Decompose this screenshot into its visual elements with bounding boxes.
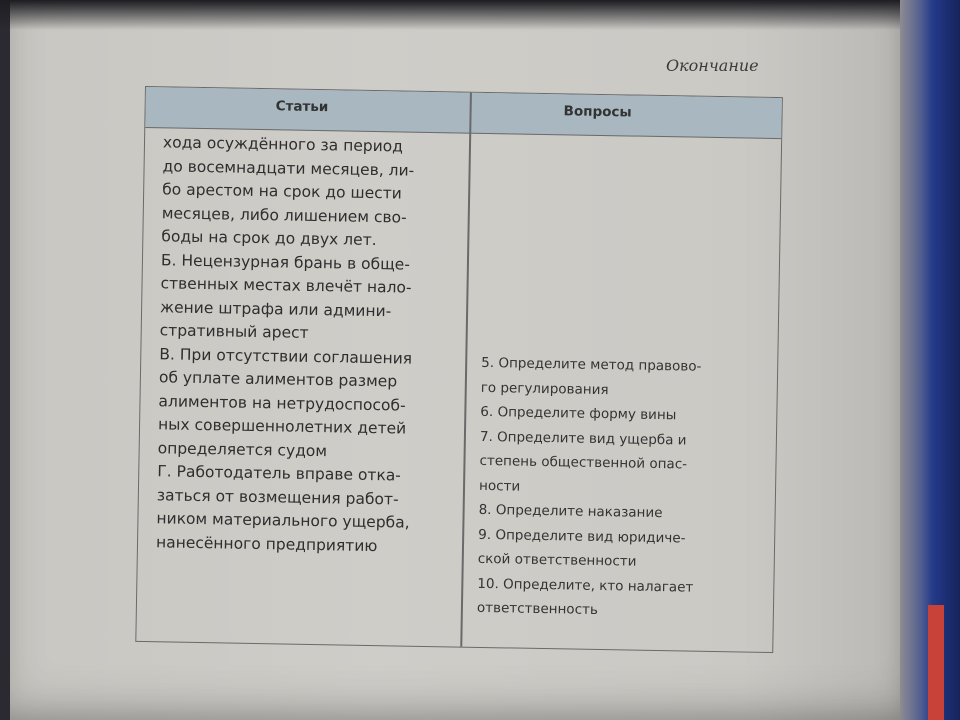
question-line: 8. Определите наказание (478, 501, 663, 522)
article-line: хода осуждённого за период (162, 133, 404, 156)
article-line: определяется судом (157, 438, 328, 460)
binding-red-strip (928, 605, 944, 720)
article-line: стративный арест (159, 321, 309, 342)
table-header (145, 87, 782, 139)
question-line: ской ответственности (477, 550, 637, 570)
question-line: го регулирования (480, 379, 609, 398)
articles-column (156, 131, 463, 559)
header-articles: Статьи (275, 98, 329, 116)
exercise-table (135, 86, 783, 653)
question-line: 9. Определите вид юридиче- (478, 526, 686, 547)
question-line: 7. Определите вид ущерба и (479, 428, 687, 449)
article-line: заться от возмещения работ- (156, 485, 399, 508)
article-line: об уплате алиментов размер (158, 368, 398, 391)
question-line: 10. Определите, кто налагает (477, 575, 694, 596)
questions-column (477, 351, 778, 626)
article-line: до восемнадцати месяцев, ли- (162, 156, 415, 180)
article-line: ником материального ущерба, (156, 509, 410, 532)
article-line: ственных местах влечёт нало- (160, 274, 412, 297)
article-line: нанесённого предприятию (155, 532, 378, 555)
header-questions: Вопросы (563, 103, 632, 121)
question-line: ответственность (476, 599, 599, 618)
article-line: Г. Работодатель вправе отка- (157, 462, 402, 485)
top-shadow (0, 0, 960, 30)
article-line: боды на срок до двух лет. (161, 227, 377, 250)
question-line: 5. Определите метод правово- (481, 354, 702, 375)
article-line: алиментов на нетрудоспособ- (158, 391, 406, 415)
article-line: В. При отсутствии соглашения (159, 344, 413, 368)
article-line: ных совершеннолетних детей (157, 415, 407, 438)
question-line: степень общественной опас- (479, 452, 688, 473)
article-line: месяцев, либо лишением сво- (161, 203, 407, 227)
article-line: бо арестом на срок до шести (162, 180, 402, 203)
article-line: жение штрафа или админи- (159, 297, 392, 320)
running-head: Окончание (666, 56, 759, 75)
question-line: ности (478, 477, 521, 495)
question-line: 6. Определите форму вины (480, 403, 677, 424)
article-line: Б. Нецензурная брань в обще- (160, 250, 411, 274)
